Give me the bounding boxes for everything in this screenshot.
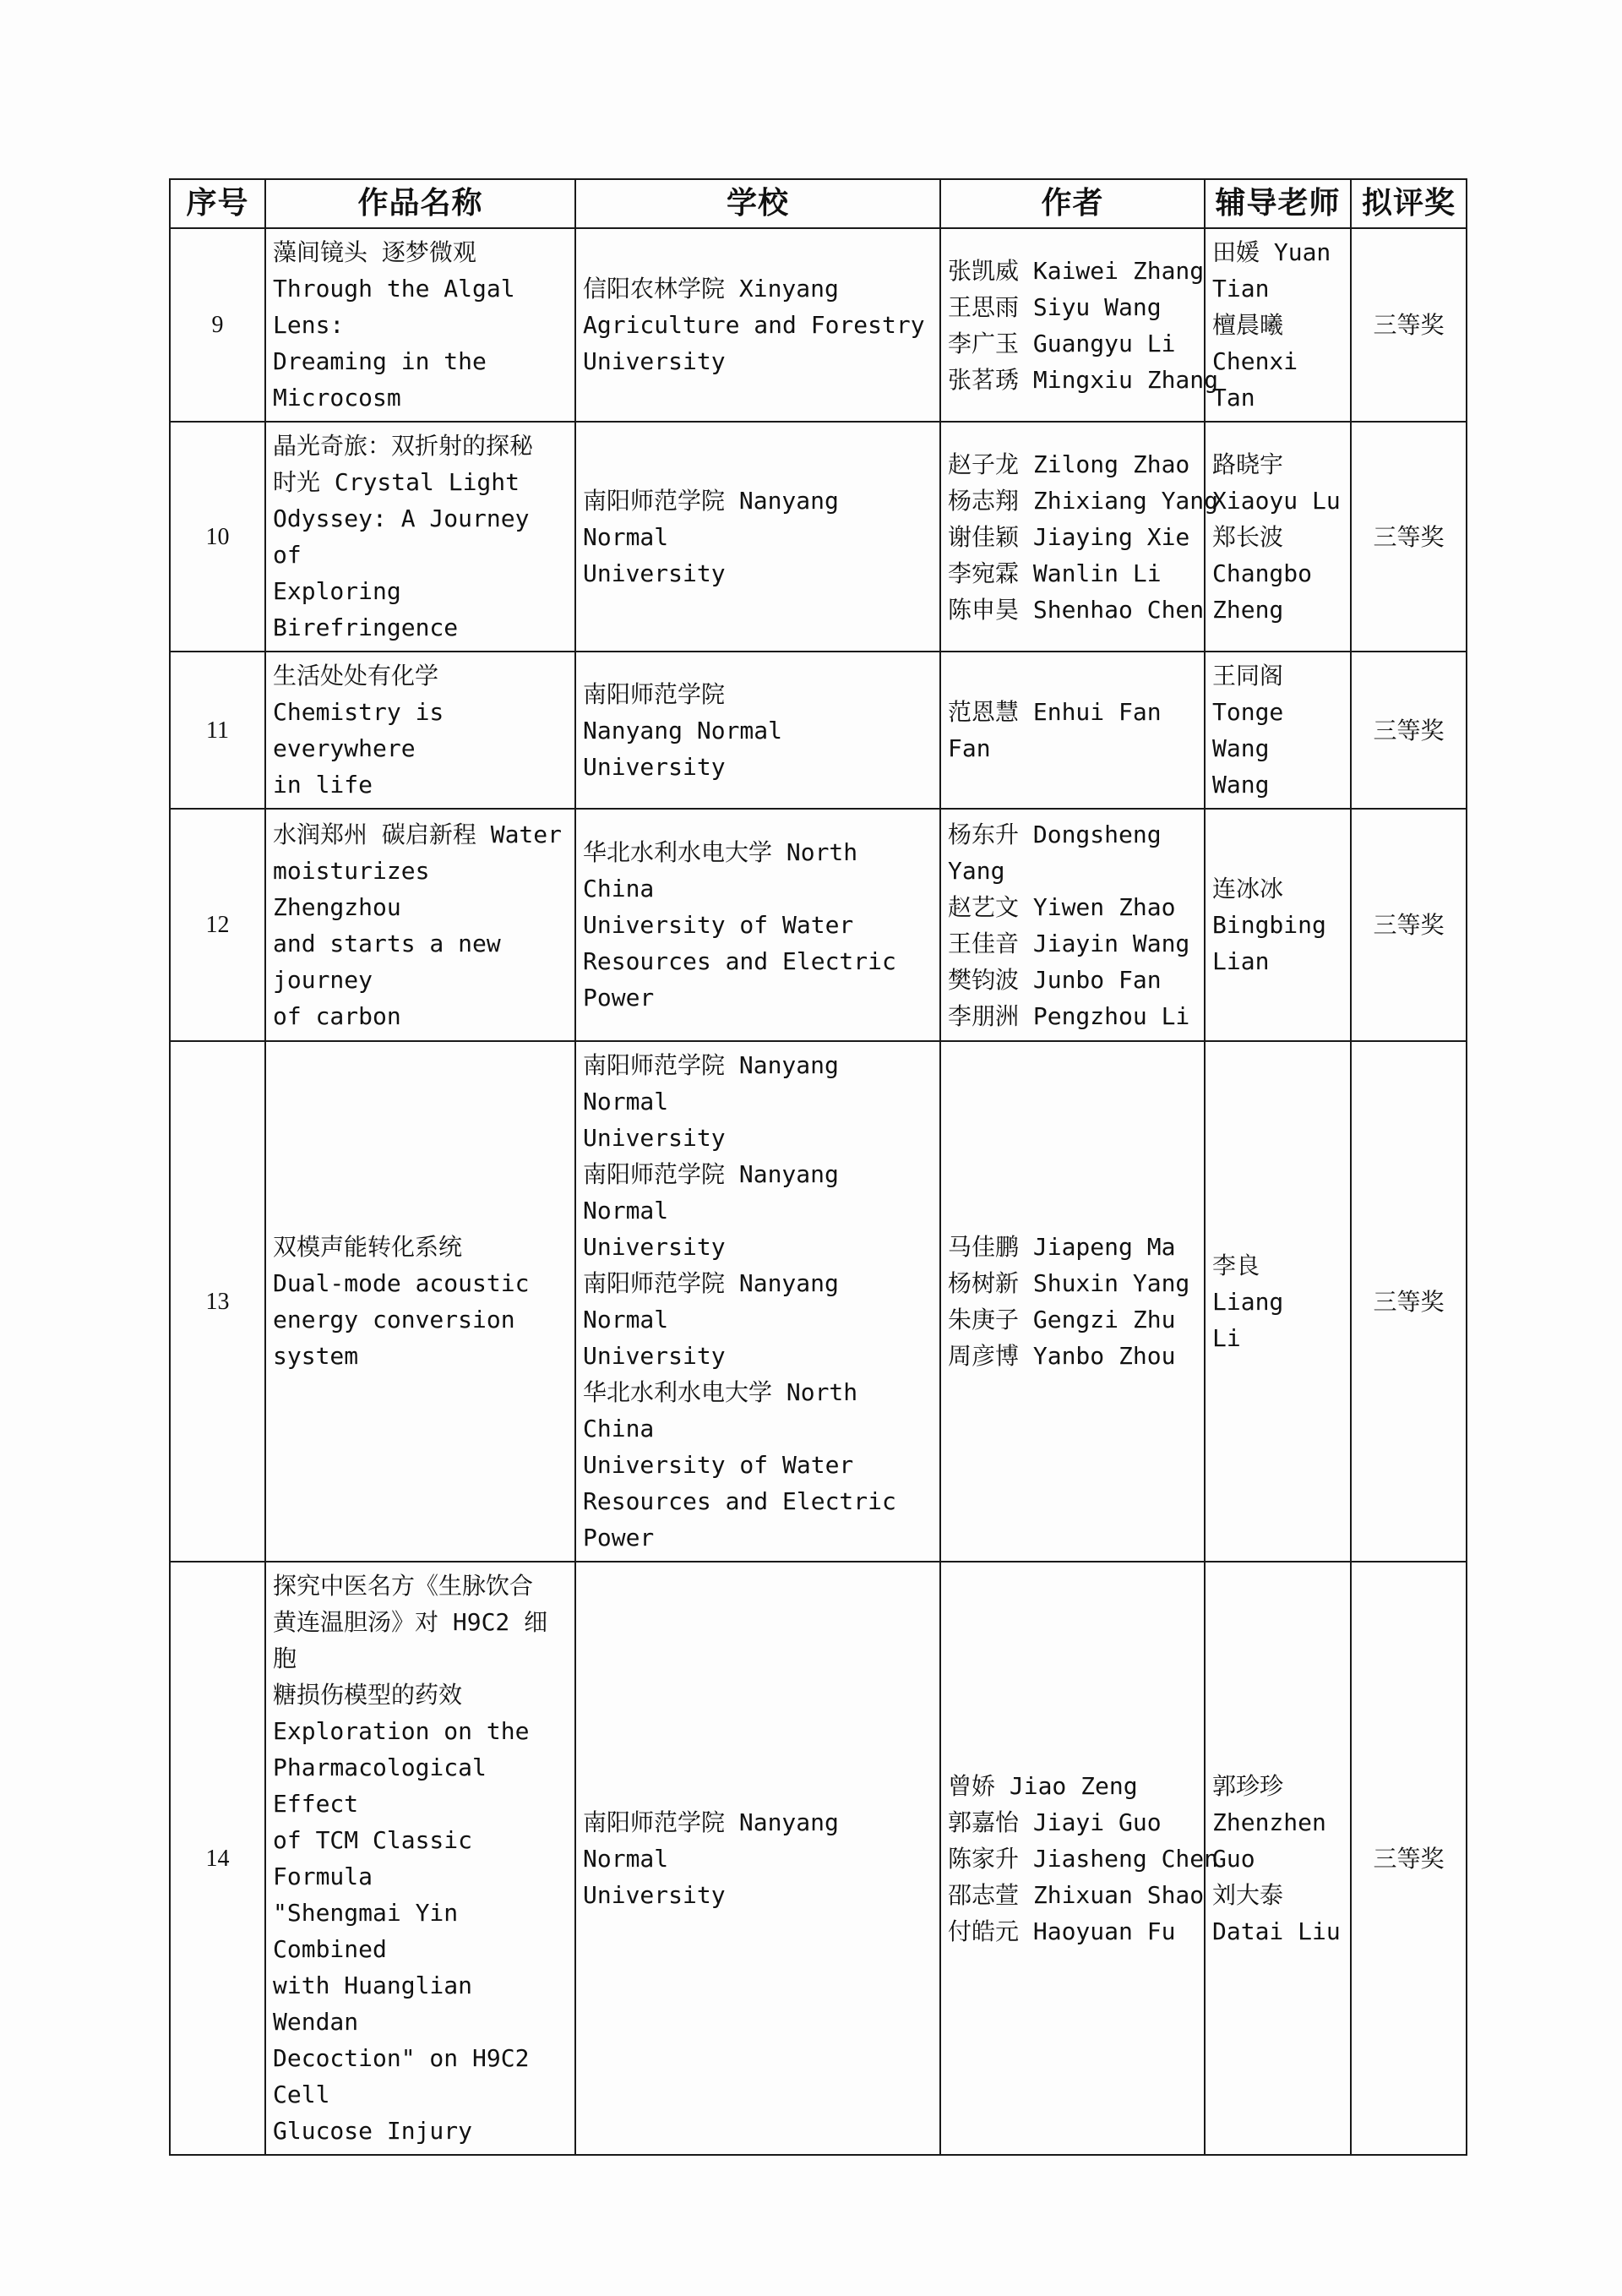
cell-school	[575, 1562, 940, 2155]
author-line: 邵志萱 Zhixuan Shao	[948, 1880, 1205, 1909]
table-body	[170, 228, 1467, 2155]
title-line: system	[273, 1342, 359, 1370]
school-line: 南阳师范学院 Nanyang Normal	[583, 1269, 839, 1333]
cell-school	[575, 652, 940, 809]
title-line: 探究中医名方《生脉饮合	[273, 1572, 534, 1600]
author-line: 李宛霖 Wanlin Li	[948, 559, 1162, 587]
advisor-line: Lian	[1212, 947, 1270, 975]
school-line: University	[583, 559, 726, 587]
author-line: Yang	[948, 856, 1005, 885]
author-line: 王佳音 Jiayin Wang	[948, 929, 1190, 957]
advisor-line: Tonge Wang	[1212, 698, 1284, 762]
cell-award: 三等奖	[1351, 422, 1467, 652]
school-line: 南阳师范学院	[583, 679, 726, 708]
school-line: University	[583, 1880, 726, 1909]
author-line: 谢佳颖 Jiaying Xie	[948, 522, 1190, 551]
title-line: Glucose Injury	[273, 2117, 473, 2145]
school-line: University	[583, 1124, 726, 1152]
author-line: 付皓元 Haoyuan Fu	[948, 1917, 1176, 1945]
title-line: in life	[273, 771, 373, 799]
cell-award: 三等奖	[1351, 1562, 1467, 2155]
cell-title	[265, 652, 575, 809]
school-line: University of Water	[583, 911, 854, 939]
title-line: Decoction" on H9C2 Cell	[273, 2044, 530, 2108]
header-no: 序号	[170, 179, 265, 228]
title-line: Dreaming in the	[273, 347, 487, 375]
title-line: Odyssey: A Journey of	[273, 504, 530, 569]
author-line: 曾娇 Jiao Zeng	[948, 1771, 1138, 1800]
title-line: 晶光奇旅：双折射的探秘	[273, 432, 534, 460]
author-line: 杨志翔 Zhixiang Yang	[948, 486, 1219, 515]
author-line: 杨东升 Dongsheng	[948, 820, 1162, 848]
author-line: 张凯威 Kaiwei Zhang	[948, 256, 1205, 285]
advisor-line: Zhenzhen	[1212, 1808, 1326, 1836]
advisor-line: Datai Liu	[1212, 1917, 1341, 1945]
author-line: 陈家升 Jiasheng Chen	[948, 1844, 1219, 1873]
title-line: 时光 Crystal Light	[273, 468, 520, 496]
cell-school	[575, 228, 940, 422]
school-line: University	[583, 1342, 726, 1370]
table-row	[170, 228, 1467, 422]
advisor-line: Xiaoyu Lu	[1212, 486, 1341, 515]
cell-advisor	[1205, 422, 1351, 652]
cell-title	[265, 228, 575, 422]
cell-number: 10	[170, 422, 265, 652]
title-line: Pharmacological Effect	[273, 1753, 487, 1818]
title-line: "Shengmai Yin Combined	[273, 1899, 459, 1963]
cell-school	[575, 809, 940, 1041]
cell-number: 11	[170, 652, 265, 809]
school-line: 南阳师范学院 Nanyang Normal	[583, 1051, 839, 1115]
cell-title	[265, 809, 575, 1041]
table-row	[170, 1562, 1467, 2155]
title-line: 双模声能转化系统	[273, 1233, 463, 1261]
cell-award: 三等奖	[1351, 809, 1467, 1041]
author-line: 赵子龙 Zilong Zhao	[948, 450, 1190, 478]
cell-advisor	[1205, 1562, 1351, 2155]
author-line: 范恩慧 Enhui Fan	[948, 698, 1162, 726]
cell-advisor	[1205, 1041, 1351, 1562]
cell-title	[265, 1562, 575, 2155]
author-line: 郭嘉怡 Jiayi Guo	[948, 1808, 1162, 1836]
cell-school	[575, 1041, 940, 1562]
title-line: energy conversion	[273, 1306, 515, 1333]
school-line: Nanyang Normal University	[583, 716, 783, 781]
title-line: 生活处处有化学	[273, 662, 439, 690]
table-row	[170, 809, 1467, 1041]
school-line: University	[583, 347, 726, 375]
cell-number: 14	[170, 1562, 265, 2155]
author-line: 樊钧波 Junbo Fan	[948, 965, 1162, 994]
cell-authors	[940, 422, 1219, 652]
advisor-line: 田媛 Yuan	[1212, 238, 1331, 266]
author-line: Fan	[948, 734, 991, 762]
table-row	[170, 652, 1467, 809]
title-line: and starts a new journey	[273, 929, 501, 994]
title-line: moisturizes Zhengzhou	[273, 856, 430, 921]
title-line: 黄连温胆汤》对 H9C2 细胞	[273, 1608, 548, 1672]
title-line: Dual-mode acoustic	[273, 1269, 530, 1297]
header-authors: 作者	[940, 179, 1205, 228]
school-line: Agriculture and Forestry	[583, 311, 925, 339]
school-line: University	[583, 1233, 726, 1261]
cell-number: 9	[170, 228, 265, 422]
title-line: with Huanglian Wendan	[273, 1972, 473, 2036]
advisor-line: 路晓宇	[1212, 450, 1284, 478]
cell-authors	[940, 652, 1205, 809]
title-line: of TCM Classic Formula	[273, 1826, 473, 1890]
cell-authors	[940, 1041, 1205, 1562]
cell-authors	[940, 809, 1205, 1041]
author-line: 陈申昊 Shenhao Chen	[948, 595, 1205, 624]
advisor-line: 王同阁	[1212, 662, 1284, 690]
author-line: 朱庚子 Gengzi Zhu	[948, 1306, 1176, 1333]
advisor-line: Zheng	[1212, 595, 1284, 624]
title-line: Chemistry is everywhere	[273, 698, 444, 762]
school-line: Resources and Electric Power	[583, 947, 896, 1012]
school-line: 信阳农林学院 Xinyang	[583, 275, 839, 303]
header-row	[170, 179, 1467, 228]
author-line: 张茗琇 Mingxiu Zhang	[948, 365, 1219, 394]
cell-number: 12	[170, 809, 265, 1041]
header-title: 作品名称	[265, 179, 575, 228]
awards-table	[169, 178, 1467, 2156]
cell-award: 三等奖	[1351, 1041, 1467, 1562]
author-line: 李广玉 Guangyu Li	[948, 329, 1176, 357]
cell-number: 13	[170, 1041, 265, 1562]
title-line: 糖损伤模型的药效	[273, 1681, 463, 1709]
title-line: 水润郑州 碳启新程 Water	[273, 820, 563, 848]
advisor-line: 郭珍珍	[1212, 1771, 1284, 1800]
advisor-line: 檀晨曦	[1212, 311, 1284, 339]
title-line: Exploration on the	[273, 1717, 530, 1745]
author-line: 周彦博 Yanbo Zhou	[948, 1342, 1176, 1370]
header-school: 学校	[575, 179, 940, 228]
header-award: 拟评奖	[1351, 179, 1467, 228]
author-line: 杨树新 Shuxin Yang	[948, 1269, 1190, 1297]
school-line: University of Water	[583, 1451, 854, 1479]
cell-title	[265, 1041, 575, 1562]
author-line: 赵艺文 Yiwen Zhao	[948, 892, 1176, 921]
advisor-line: 郑长波	[1212, 522, 1284, 551]
table-row	[170, 422, 1467, 652]
cell-authors	[940, 228, 1219, 422]
school-line: Resources and Electric Power	[583, 1487, 896, 1552]
table-row	[170, 1041, 1467, 1562]
table-header	[170, 179, 1467, 228]
title-line: Exploring	[273, 577, 401, 605]
advisor-line: 刘大泰	[1212, 1880, 1284, 1909]
title-line: 藻间镜头 逐梦微观	[273, 238, 476, 266]
cell-advisor	[1205, 809, 1351, 1041]
title-line: Birefringence	[273, 614, 459, 641]
school-line: 南阳师范学院 Nanyang Normal	[583, 1160, 839, 1224]
header-advisor: 辅导老师	[1205, 179, 1351, 228]
advisor-line: Chenxi Tan	[1212, 347, 1298, 412]
cell-advisor	[1205, 652, 1351, 809]
cell-advisor	[1205, 228, 1351, 422]
cell-school	[575, 422, 940, 652]
advisor-line: Changbo	[1212, 559, 1313, 587]
cell-authors	[940, 1562, 1219, 2155]
school-line: 华北水利水电大学 North China	[583, 1378, 858, 1442]
cell-title	[265, 422, 575, 652]
advisor-line: Li	[1212, 1323, 1241, 1352]
title-line: Through the Algal Lens:	[273, 275, 515, 339]
advisor-line: 李良 Liang	[1212, 1251, 1284, 1316]
school-line: 南阳师范学院 Nanyang Normal	[583, 486, 839, 551]
advisor-line: 连冰冰	[1212, 875, 1284, 903]
author-line: 王思雨 Siyu Wang	[948, 292, 1162, 321]
cell-award: 三等奖	[1351, 228, 1467, 422]
advisor-line: Bingbing	[1212, 911, 1326, 939]
title-line: of carbon	[273, 1001, 401, 1030]
advisor-line: Wang	[1212, 771, 1270, 799]
author-line: 李朋洲 Pengzhou Li	[948, 1001, 1190, 1030]
cell-award: 三等奖	[1351, 652, 1467, 809]
title-line: Microcosm	[273, 384, 401, 412]
advisor-line: Tian	[1212, 275, 1270, 303]
school-line: 南阳师范学院 Nanyang Normal	[583, 1808, 839, 1873]
author-line: 马佳鹏 Jiapeng Ma	[948, 1233, 1176, 1261]
school-line: 华北水利水电大学 North China	[583, 838, 858, 903]
advisor-line: Guo	[1212, 1844, 1255, 1873]
